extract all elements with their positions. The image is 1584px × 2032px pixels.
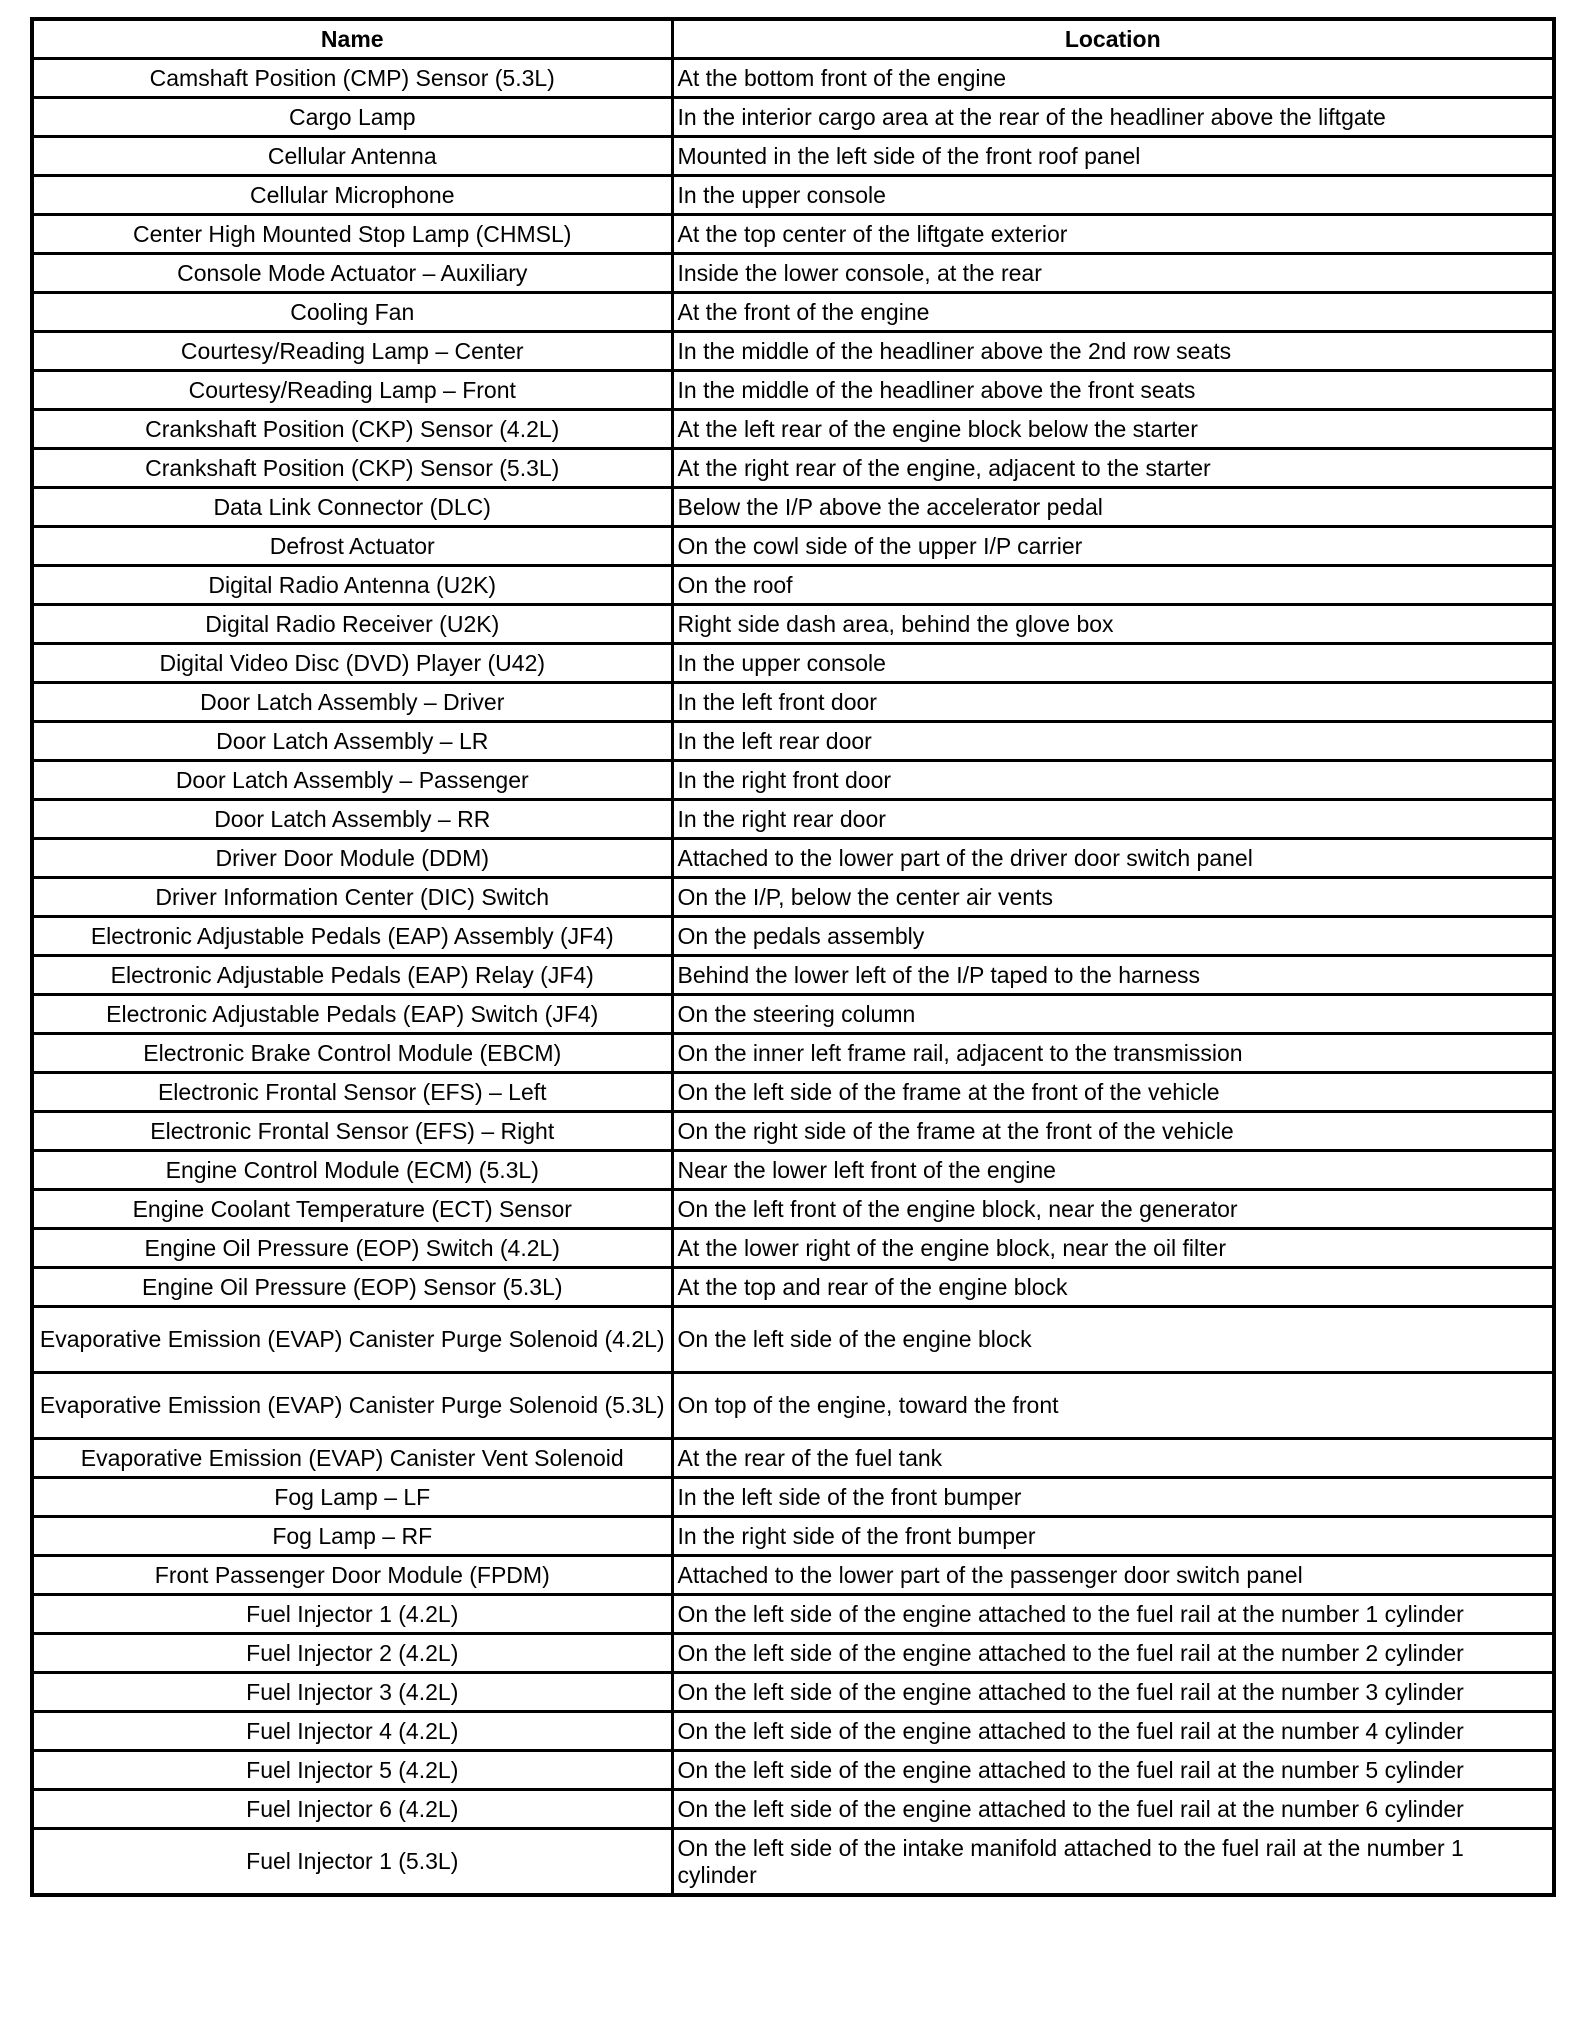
- table-row: [32, 605, 1554, 644]
- component-name-cell: Door Latch Assembly – Passenger: [32, 761, 672, 800]
- component-name-cell: Crankshaft Position (CKP) Sensor (5.3L): [32, 449, 672, 488]
- table-row: [32, 1439, 1554, 1478]
- component-name-cell: Engine Control Module (ECM) (5.3L): [32, 1151, 672, 1190]
- component-location-table-container: [30, 17, 1552, 1897]
- component-location-cell: On the left side of the engine attached to the fuel rail at the number 4 cylinder: [672, 1712, 1554, 1751]
- component-name-cell: Door Latch Assembly – Driver: [32, 683, 672, 722]
- table-row: [32, 1151, 1554, 1190]
- component-location-cell: At the bottom front of the engine: [672, 59, 1554, 98]
- table-row: [32, 917, 1554, 956]
- component-name-cell: Fuel Injector 4 (4.2L): [32, 1712, 672, 1751]
- component-location-cell: Right side dash area, behind the glove box: [672, 605, 1554, 644]
- table-row: [32, 176, 1554, 215]
- component-location-cell: On the left side of the engine attached to the fuel rail at the number 6 cylinder: [672, 1790, 1554, 1829]
- component-location-cell: On the left side of the engine attached to the fuel rail at the number 5 cylinder: [672, 1751, 1554, 1790]
- table-row: [32, 1268, 1554, 1307]
- component-location-cell: In the interior cargo area at the rear of the headliner above the liftgate: [672, 98, 1554, 137]
- component-name-cell: Cellular Microphone: [32, 176, 672, 215]
- table-row: [32, 800, 1554, 839]
- component-name-cell: Driver Door Module (DDM): [32, 839, 672, 878]
- table-row: [32, 761, 1554, 800]
- component-name-cell: Cooling Fan: [32, 293, 672, 332]
- component-location-cell: Inside the lower console, at the rear: [672, 254, 1554, 293]
- component-name-cell: Evaporative Emission (EVAP) Canister Vent Solenoid: [32, 1439, 672, 1478]
- component-name-cell: Console Mode Actuator – Auxiliary: [32, 254, 672, 293]
- component-name-cell: Fuel Injector 3 (4.2L): [32, 1673, 672, 1712]
- component-location-cell: Behind the lower left of the I/P taped to the harness: [672, 956, 1554, 995]
- component-location-cell: On the left side of the intake manifold attached to the fuel rail at the number 1 cylinder: [672, 1829, 1554, 1896]
- component-name-cell: Defrost Actuator: [32, 527, 672, 566]
- component-name-cell: Electronic Adjustable Pedals (EAP) Assembly (JF4): [32, 917, 672, 956]
- component-location-cell: At the top and rear of the engine block: [672, 1268, 1554, 1307]
- component-name-cell: Cellular Antenna: [32, 137, 672, 176]
- table-row: [32, 566, 1554, 605]
- component-name-cell: Electronic Brake Control Module (EBCM): [32, 1034, 672, 1073]
- component-location-cell: At the rear of the fuel tank: [672, 1439, 1554, 1478]
- table-row: [32, 410, 1554, 449]
- component-location-cell: On the I/P, below the center air vents: [672, 878, 1554, 917]
- component-location-cell: In the middle of the headliner above the front seats: [672, 371, 1554, 410]
- component-location-cell: On the left side of the engine attached to the fuel rail at the number 1 cylinder: [672, 1595, 1554, 1634]
- component-name-cell: Evaporative Emission (EVAP) Canister Purge Solenoid (4.2L): [32, 1307, 672, 1373]
- component-name-cell: Fog Lamp – RF: [32, 1517, 672, 1556]
- component-name-cell: Fuel Injector 2 (4.2L): [32, 1634, 672, 1673]
- component-location-cell: At the top center of the liftgate exterior: [672, 215, 1554, 254]
- component-name-cell: Crankshaft Position (CKP) Sensor (4.2L): [32, 410, 672, 449]
- table-row: [32, 332, 1554, 371]
- table-row: [32, 878, 1554, 917]
- component-name-cell: Driver Information Center (DIC) Switch: [32, 878, 672, 917]
- component-location-cell: On the left front of the engine block, near the generator: [672, 1190, 1554, 1229]
- component-location-cell: On the steering column: [672, 995, 1554, 1034]
- component-location-cell: Near the lower left front of the engine: [672, 1151, 1554, 1190]
- table-row: [32, 1595, 1554, 1634]
- component-name-cell: Center High Mounted Stop Lamp (CHMSL): [32, 215, 672, 254]
- component-name-cell: Electronic Frontal Sensor (EFS) – Right: [32, 1112, 672, 1151]
- component-location-cell: In the upper console: [672, 644, 1554, 683]
- component-name-cell: Courtesy/Reading Lamp – Center: [32, 332, 672, 371]
- component-name-cell: Digital Video Disc (DVD) Player (U42): [32, 644, 672, 683]
- component-name-cell: Data Link Connector (DLC): [32, 488, 672, 527]
- table-row: [32, 527, 1554, 566]
- component-location-cell: In the right rear door: [672, 800, 1554, 839]
- component-location-cell: On the left side of the frame at the front of the vehicle: [672, 1073, 1554, 1112]
- component-location-cell: At the right rear of the engine, adjacent to the starter: [672, 449, 1554, 488]
- component-location-cell: In the middle of the headliner above the 2nd row seats: [672, 332, 1554, 371]
- component-name-cell: Fuel Injector 6 (4.2L): [32, 1790, 672, 1829]
- table-row: [32, 1712, 1554, 1751]
- component-location-cell: On the roof: [672, 566, 1554, 605]
- component-location-cell: Below the I/P above the accelerator pedal: [672, 488, 1554, 527]
- table-row: [32, 683, 1554, 722]
- component-name-cell: Electronic Adjustable Pedals (EAP) Switch (JF4): [32, 995, 672, 1034]
- table-row: [32, 1307, 1554, 1373]
- table-row: [32, 449, 1554, 488]
- component-name-cell: Digital Radio Antenna (U2K): [32, 566, 672, 605]
- table-row: [32, 254, 1554, 293]
- component-location-table: [30, 17, 1556, 1897]
- component-location-cell: At the lower right of the engine block, near the oil filter: [672, 1229, 1554, 1268]
- component-name-cell: Engine Oil Pressure (EOP) Switch (4.2L): [32, 1229, 672, 1268]
- table-row: [32, 488, 1554, 527]
- component-name-cell: Fuel Injector 1 (4.2L): [32, 1595, 672, 1634]
- table-row: [32, 1073, 1554, 1112]
- component-name-cell: Courtesy/Reading Lamp – Front: [32, 371, 672, 410]
- component-location-cell: On the left side of the engine block: [672, 1307, 1554, 1373]
- component-location-cell: Attached to the lower part of the passenger door switch panel: [672, 1556, 1554, 1595]
- component-location-cell: In the left rear door: [672, 722, 1554, 761]
- table-row: [32, 98, 1554, 137]
- table-row: [32, 956, 1554, 995]
- component-name-cell: Evaporative Emission (EVAP) Canister Purge Solenoid (5.3L): [32, 1373, 672, 1439]
- table-row: [32, 371, 1554, 410]
- component-name-cell: Door Latch Assembly – LR: [32, 722, 672, 761]
- component-name-cell: Digital Radio Receiver (U2K): [32, 605, 672, 644]
- component-location-cell: In the left side of the front bumper: [672, 1478, 1554, 1517]
- component-location-cell: In the right front door: [672, 761, 1554, 800]
- table-row: [32, 1634, 1554, 1673]
- table-row: [32, 293, 1554, 332]
- component-location-cell: On the left side of the engine attached to the fuel rail at the number 3 cylinder: [672, 1673, 1554, 1712]
- table-row: [32, 215, 1554, 254]
- component-name-cell: Fuel Injector 1 (5.3L): [32, 1829, 672, 1896]
- table-row: [32, 1478, 1554, 1517]
- table-row: [32, 1790, 1554, 1829]
- component-location-cell: On the right side of the frame at the front of the vehicle: [672, 1112, 1554, 1151]
- component-name-cell: Engine Oil Pressure (EOP) Sensor (5.3L): [32, 1268, 672, 1307]
- component-location-cell: In the right side of the front bumper: [672, 1517, 1554, 1556]
- table-row: [32, 995, 1554, 1034]
- component-name-cell: Camshaft Position (CMP) Sensor (5.3L): [32, 59, 672, 98]
- component-name-cell: Front Passenger Door Module (FPDM): [32, 1556, 672, 1595]
- component-location-cell: Attached to the lower part of the driver door switch panel: [672, 839, 1554, 878]
- table-row: [32, 839, 1554, 878]
- table-row: [32, 1034, 1554, 1073]
- table-row: [32, 722, 1554, 761]
- table-row: [32, 1112, 1554, 1151]
- table-body: [32, 59, 1554, 1896]
- component-name-cell: Door Latch Assembly – RR: [32, 800, 672, 839]
- table-row: [32, 1373, 1554, 1439]
- header-name: Name: [32, 19, 672, 59]
- component-location-cell: On the cowl side of the upper I/P carrier: [672, 527, 1554, 566]
- component-location-cell: Mounted in the left side of the front roof panel: [672, 137, 1554, 176]
- component-name-cell: Fog Lamp – LF: [32, 1478, 672, 1517]
- component-location-cell: On the left side of the engine attached to the fuel rail at the number 2 cylinder: [672, 1634, 1554, 1673]
- table-row: [32, 1556, 1554, 1595]
- component-name-cell: Cargo Lamp: [32, 98, 672, 137]
- component-location-cell: On the inner left frame rail, adjacent to the transmission: [672, 1034, 1554, 1073]
- table-row: [32, 137, 1554, 176]
- table-header-row: [32, 19, 1554, 59]
- table-row: [32, 1751, 1554, 1790]
- component-location-cell: At the front of the engine: [672, 293, 1554, 332]
- component-location-cell: In the upper console: [672, 176, 1554, 215]
- table-row: [32, 644, 1554, 683]
- header-location: Location: [672, 19, 1554, 59]
- component-name-cell: Electronic Adjustable Pedals (EAP) Relay (JF4): [32, 956, 672, 995]
- table-row: [32, 1190, 1554, 1229]
- table-row: [32, 1229, 1554, 1268]
- component-location-cell: At the left rear of the engine block below the starter: [672, 410, 1554, 449]
- table-row: [32, 1517, 1554, 1556]
- table-row: [32, 59, 1554, 98]
- component-name-cell: Electronic Frontal Sensor (EFS) – Left: [32, 1073, 672, 1112]
- table-row: [32, 1673, 1554, 1712]
- component-name-cell: Fuel Injector 5 (4.2L): [32, 1751, 672, 1790]
- component-location-cell: In the left front door: [672, 683, 1554, 722]
- component-name-cell: Engine Coolant Temperature (ECT) Sensor: [32, 1190, 672, 1229]
- component-location-cell: On top of the engine, toward the front: [672, 1373, 1554, 1439]
- component-location-cell: On the pedals assembly: [672, 917, 1554, 956]
- table-row: [32, 1829, 1554, 1896]
